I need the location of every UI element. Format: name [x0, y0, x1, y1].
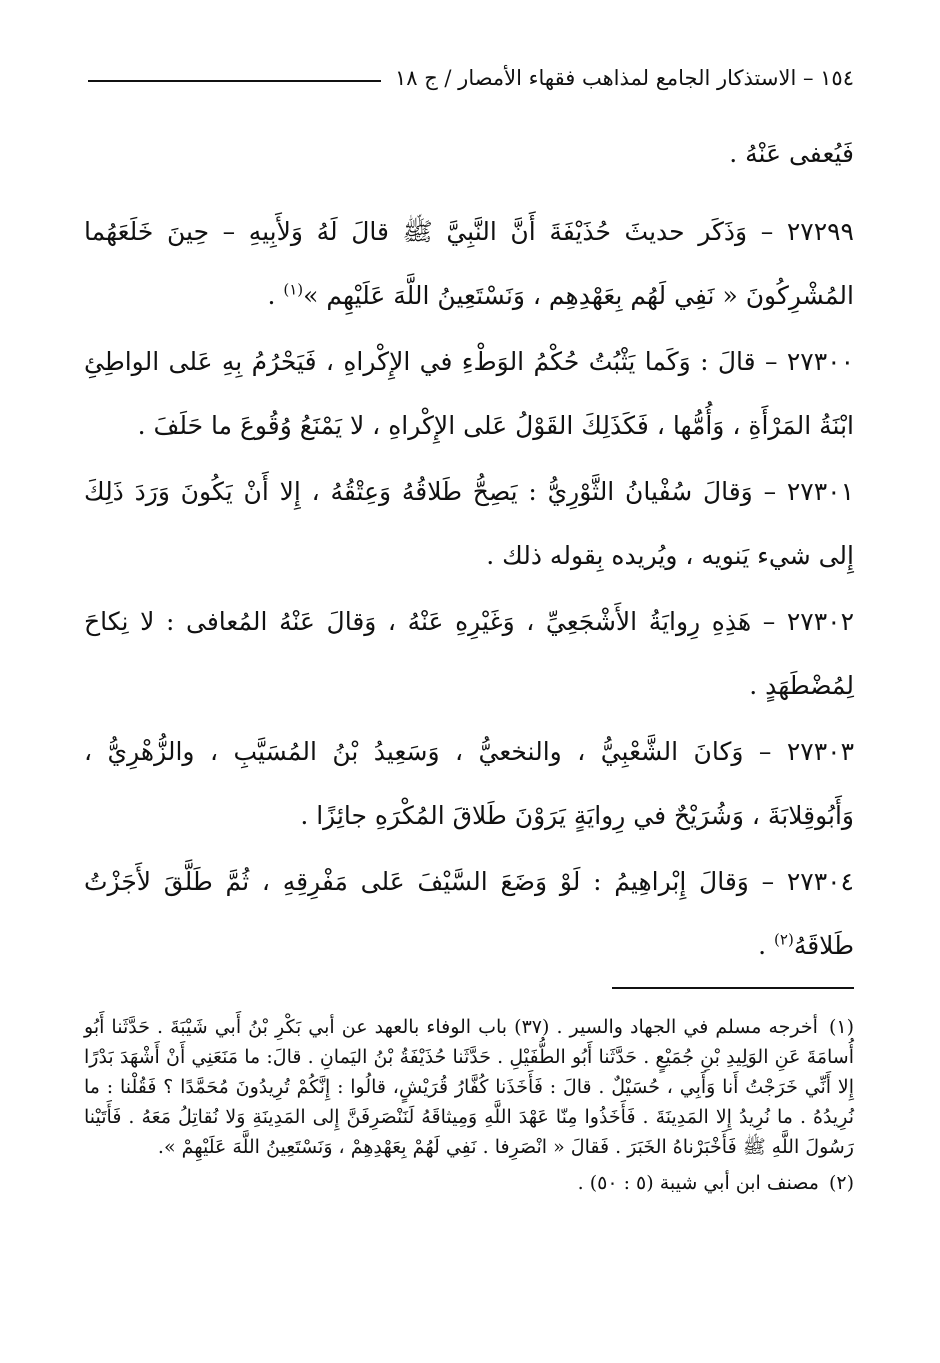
main-text: [84, 122, 854, 980]
header-rule: [88, 80, 381, 82]
entry-number: ٢٧٣٠٣: [786, 737, 855, 766]
entry-27301: [84, 460, 854, 588]
entry-tail: .: [758, 931, 775, 960]
entry-dash: –: [763, 477, 777, 506]
entry-text: هَذِهِ رِوايَةُ الأَشْجَعِيِّ ، وَغَيْرِهِ عَنْهُ ، وَقالَ عَنْهُ المُعافى : لا نِكاحَ لِمُضْطَهَدٍ .: [84, 607, 854, 700]
entry-27304: [84, 850, 854, 978]
footnote-text: أخرجه مسلم في الجهاد والسير . (٣٧) باب الوفاء بالعهد عن أبي بَكْرِ بْنُ أَبي شَيْبَةَ . حَدَّثَنا أَبُو أُسامَةَ عَنِ الوَلِيدِ بْنِ جُمَيْعٍ . حَدَّثَنا أَبُو الطُّفَيْلِ . حَدَّثَنا حُذَيْفَةُ بْنُ اليَمانِ . قالَ: ما مَنَعَنِي أَنْ أَشْهَدَ بَدْرًا إِلا أَنِّي خَرَجْتُ أَنا وَأَبِي ، حُسَيْلٌ . قالَ : فَأَخَذَنا كُفَّارُ قُرَيْشٍ، قالُوا : إِنَّكُمْ تُرِيدُونَ مُحَمَّدًا ؟ فَقُلْنا : ما نُرِيدُهُ . ما نُرِيدُ إِلا المَدِينَةَ . فَأَخَذُوا مِنّا عَهْدَ اللَّهِ وَمِيثاقَهُ لَنَنْصَرِفَنَّ إِلى المَدِينَةِ وَلا نُقاتِلُ مَعَهُ . فَأَتَيْنا رَسُولَ اللَّهِ ﷺ فَأَخْبَرْناهُ الخَبَرَ . فَقالَ « انْصَرِفا . نَفِي لَهُمْ بِعَهْدِهِمْ ، وَنَسْتَعِينُ اللَّهَ عَلَيْهِمْ ».: [84, 1016, 854, 1158]
running-title: ١٥٤ – الاستذكار الجامع لمذاهب فقهاء الأمصار / ج ١٨: [394, 66, 854, 90]
footnote-2: [84, 1168, 854, 1198]
entry-dash: –: [761, 867, 775, 896]
entry-text: وَذَكَر حديثَ حُذَيْفَةَ أَنَّ النَّبِيَّ ﷺ قالَ لَهُ وَلأَبِيهِ – حِينَ خَلَعَهُما المُشْرِكُونَ « نَفِي لَهُم بِعَهْدِهِم ، وَنَسْتَعِينُ اللَّهَ عَلَيْهِم »: [84, 217, 854, 310]
running-header: [88, 60, 854, 96]
entry-number: ٢٧٢٩٩: [786, 217, 854, 246]
entry-tail: .: [267, 281, 284, 310]
entry-27300: [84, 330, 854, 458]
entry-number: ٢٧٣٠٢: [786, 607, 855, 636]
footnotes: [84, 1012, 854, 1204]
entry-text: قالَ : وَكَما يَثْبُتُ حُكْمُ الوَطْءِ في الإِكْراهِ ، فَيَحْرُمُ بِهِ عَلى الواطِئِ ابْنَةُ المَرْأَةِ ، وَأُمُّها ، فَكَذَلِكَ القَوْلُ عَلى الإِكْراهِ ، لا يَمْنَعُ وُقُوعَ ما حَلَفَ .: [84, 347, 854, 440]
entry-dash: –: [760, 217, 774, 246]
entry-text: وَكانَ الشَّعْبِيُّ ، والنخعيُّ ، وَسَعِيدُ بْنُ المُسَيَّبِ ، والزُّهْرِيُّ ، وَأَبُوقِلابَةَ ، وَشُرَيْحٌ في رِوايَةٍ يَرَوْنَ طَلاقَ المُكْرَهِ جائِزًا .: [84, 737, 854, 830]
footnote-ref-2[interactable]: (٢): [774, 930, 794, 949]
footnote-mark: (١): [828, 1016, 855, 1038]
entry-dash: –: [758, 737, 772, 766]
entry-dash: –: [762, 607, 776, 636]
footnote-1: [84, 1012, 854, 1162]
entry-27299: [84, 200, 854, 328]
entry-27302: [84, 590, 854, 718]
footnote-mark: (٢): [828, 1172, 854, 1194]
entry-number: ٢٧٣٠١: [786, 477, 854, 506]
entry-text: وَقالَ إِبْراهِيمُ : لَوْ وَضَعَ السَّيْفَ عَلى مَفْرِقِهِ ، ثُمَّ طَلَّقَ لأَجَزْتُ طَلاقَهُ: [84, 867, 854, 960]
footnote-separator: [612, 987, 854, 989]
entry-text: وَقالَ سُفْيانُ الثَّوْرِيُّ : يَصِحُّ طَلاقُهُ وَعِتْقُهُ ، إِلا أَنْ يَكُونَ وَرَدَ ذَلِكَ إِلى شيء يَنويه ، ويُريده بِقوله ذلك .: [84, 477, 854, 570]
footnote-text: مصنف ابن أبي شيبة (٥ : ٥٠) .: [577, 1172, 819, 1194]
entry-number: ٢٧٣٠٠: [786, 347, 855, 376]
entry-dash: –: [765, 347, 778, 376]
entry-number: ٢٧٣٠٤: [786, 867, 854, 896]
opening-line: فَيُعفى عَنْهُ .: [729, 139, 854, 168]
entry-27303: [84, 720, 854, 848]
footnote-ref-1[interactable]: (١): [283, 280, 304, 299]
